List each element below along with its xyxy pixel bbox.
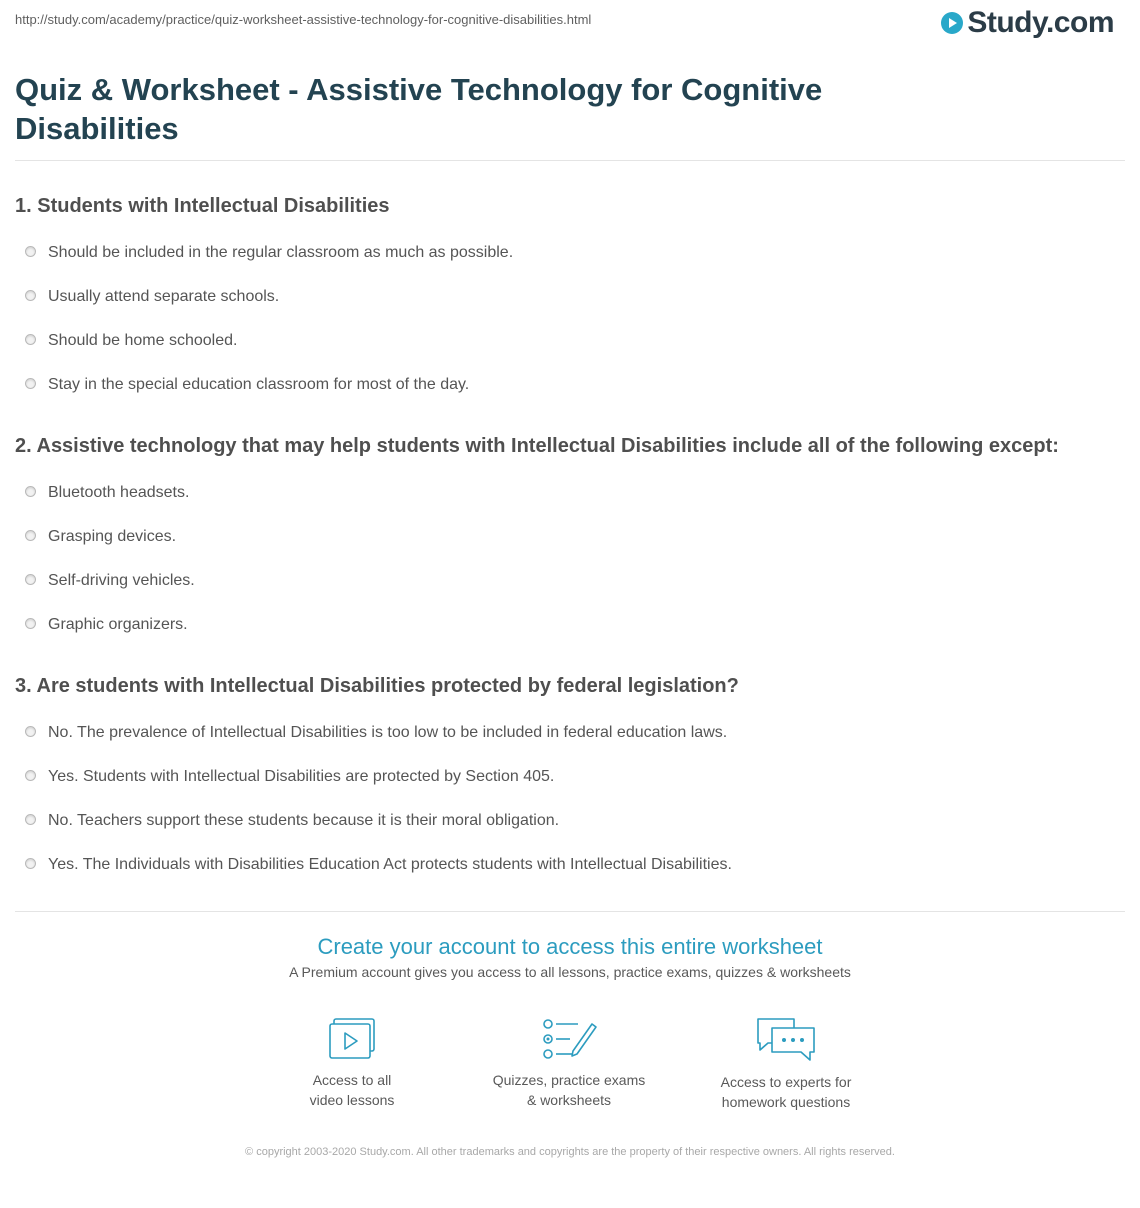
quiz-checklist-icon <box>540 1016 598 1062</box>
radio-button[interactable] <box>25 378 36 389</box>
create-account-link[interactable]: Create your account to access this entire worksheet <box>317 934 823 959</box>
feature-video-lessons <box>252 1016 452 1110</box>
radio-button[interactable] <box>25 246 36 257</box>
answer-label: Stay in the special education classroom for most of the day. <box>48 376 470 393</box>
answer-label: Usually attend separate schools. <box>48 288 280 305</box>
study-logo[interactable] <box>940 6 1114 40</box>
answer-option[interactable] <box>15 603 1125 647</box>
premium-description: A Premium account gives you access to all lessons, practice exams, quizzes & worksheets <box>289 964 851 980</box>
answer-label: Grasping devices. <box>48 528 177 545</box>
radio-button[interactable] <box>25 530 36 541</box>
answer-option[interactable] <box>15 471 1125 515</box>
answer-option[interactable] <box>15 843 1125 887</box>
question-title: 2. Assistive technology that may help students with Intellectual Disabilities include all of the following except: <box>15 435 1059 457</box>
answer-option[interactable] <box>15 275 1125 319</box>
radio-button[interactable] <box>25 858 36 869</box>
question-title: 1. Students with Intellectual Disabilities <box>15 195 390 217</box>
answer-label: Bluetooth headsets. <box>48 484 190 501</box>
answer-label: Yes. Students with Intellectual Disabilities are protected by Section 405. <box>48 768 555 785</box>
answer-option[interactable] <box>15 559 1125 603</box>
page-title: Quiz & Worksheet - Assistive Technology for Cognitive Disabilities <box>15 72 823 146</box>
feature-experts <box>686 1016 886 1112</box>
answer-label: Self-driving vehicles. <box>48 572 195 589</box>
answer-label: No. The prevalence of Intellectual Disabilities is too low to be included in federal education laws. <box>48 724 728 741</box>
feature-label: Quizzes, practice exams & worksheets <box>492 1072 646 1108</box>
radio-button[interactable] <box>25 334 36 345</box>
answer-option[interactable] <box>15 319 1125 363</box>
answer-option[interactable] <box>15 231 1125 275</box>
answer-label: Should be home schooled. <box>48 332 238 349</box>
page-url: http://study.com/academy/practice/quiz-worksheet-assistive-technology-for-cognitive-disabilities.html <box>15 12 592 27</box>
answer-option[interactable] <box>15 515 1125 559</box>
copyright-footer: © copyright 2003-2020 Study.com. All other trademarks and copyrights are the property of their respective owners. All rights reserved. <box>245 1146 895 1158</box>
logo-text: Study.com <box>967 6 1114 39</box>
answer-option[interactable] <box>15 711 1125 755</box>
question-1 <box>15 193 1125 407</box>
answer-label: No. Teachers support these students because it is their moral obligation. <box>48 812 560 829</box>
radio-button[interactable] <box>25 574 36 585</box>
feature-label: Access to experts for homework questions <box>720 1074 852 1110</box>
answer-option[interactable] <box>15 755 1125 799</box>
answer-label: Yes. The Individuals with Disabilities Education Act protects students with Intellectual Disabilities. <box>48 856 732 873</box>
radio-button[interactable] <box>25 290 36 301</box>
video-lessons-icon <box>326 1016 378 1062</box>
feature-label: Access to all video lessons <box>309 1072 395 1108</box>
radio-button[interactable] <box>25 770 36 781</box>
radio-button[interactable] <box>25 618 36 629</box>
chat-bubbles-icon <box>754 1016 818 1064</box>
radio-button[interactable] <box>25 726 36 737</box>
title-divider <box>15 160 1125 161</box>
question-title: 3. Are students with Intellectual Disabilities protected by federal legislation? <box>15 675 739 697</box>
answer-label: Graphic organizers. <box>48 616 188 633</box>
answer-label: Should be included in the regular classroom as much as possible. <box>48 244 514 261</box>
play-logo-icon <box>940 11 964 35</box>
feature-quizzes <box>469 1016 669 1110</box>
cta-divider <box>15 911 1125 912</box>
question-3 <box>15 673 1125 887</box>
radio-button[interactable] <box>25 486 36 497</box>
radio-button[interactable] <box>25 814 36 825</box>
answer-option[interactable] <box>15 799 1125 843</box>
question-2 <box>15 433 1125 647</box>
answer-option[interactable] <box>15 363 1125 407</box>
